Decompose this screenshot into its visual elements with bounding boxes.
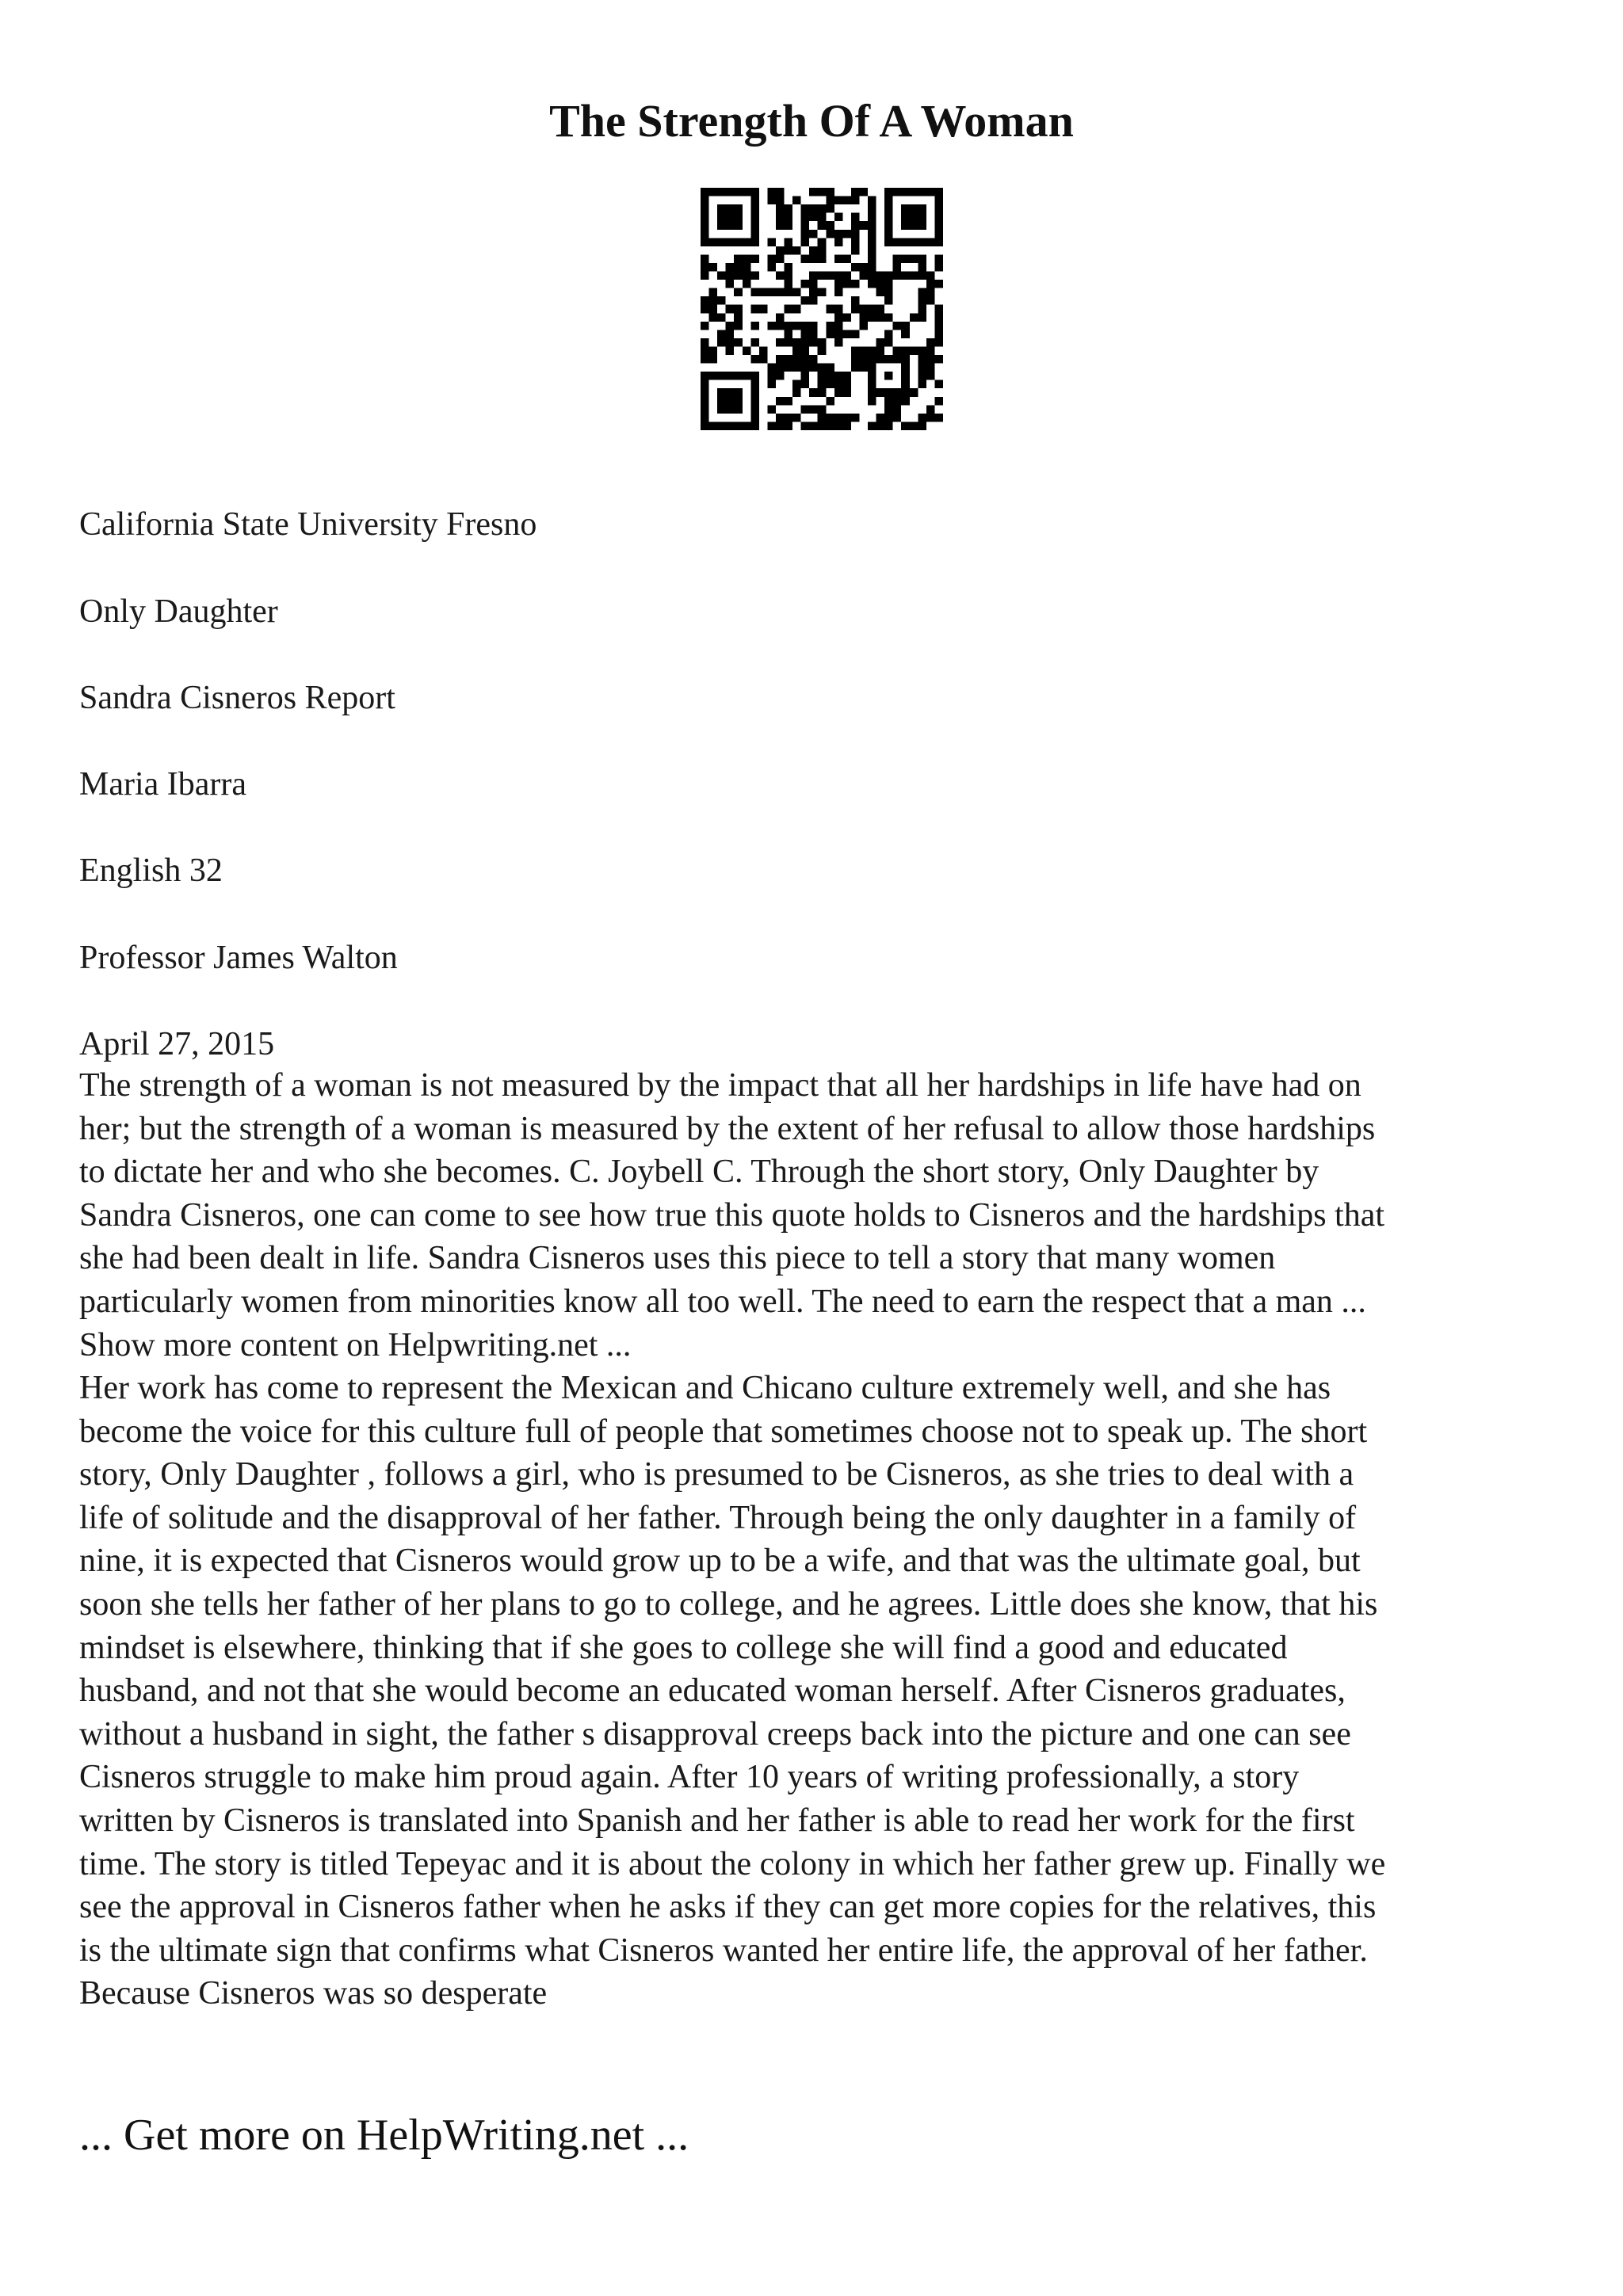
paragraph-line: time. The story is titled Tepeyac and it is about the colony in which her father grew up. Finally we — [79, 1845, 1386, 1882]
paragraph-line: story, Only Daughter , follows a girl, who is presumed to be Cisneros, as she tries to deal with a — [79, 1456, 1354, 1493]
paragraph-2 — [79, 1367, 1569, 2016]
paragraph-line: her; but the strength of a woman is measured by the extent of her refusal to allow those hardships — [79, 1110, 1376, 1147]
header-line-author: Maria Ibarra — [79, 766, 247, 803]
header-line-report: Sandra Cisneros Report — [79, 680, 395, 716]
paragraph-line: become the voice for this culture full of people that sometimes choose not to speak up. The short — [79, 1413, 1368, 1450]
paragraph-line: The strength of a woman is not measured by the impact that all her hardships in life have had on — [79, 1067, 1361, 1104]
paragraph-line: particularly women from minorities know all too well. The need to earn the respect that a man ... — [79, 1283, 1366, 1320]
document-title: The Strength Of A Woman — [549, 95, 1074, 147]
paragraph-line: husband, and not that she would become an educated woman herself. After Cisneros graduates, — [79, 1672, 1346, 1710]
paragraph-line: see the approval in Cisneros father when he asks if they can get more copies for the relatives, this — [79, 1889, 1377, 1926]
paragraph-line: Her work has come to represent the Mexican and Chicano culture extremely well, and she has — [79, 1370, 1331, 1406]
paragraph-line: Because Cisneros was so desperate — [79, 1975, 548, 2012]
header-line-university: California State University Fresno — [79, 506, 537, 543]
header-line-professor: Professor James Walton — [79, 940, 398, 976]
paragraph-line: she had been dealt in life. Sandra Cisneros uses this piece to tell a story that many women — [79, 1240, 1276, 1277]
paragraph-line: life of solitude and the disapproval of her father. Through being the only daughter in a family of — [79, 1499, 1357, 1536]
paragraph-line: nine, it is expected that Cisneros would grow up to be a wife, and that was the ultimate goal, but — [79, 1543, 1361, 1580]
paragraph-1 — [79, 1064, 1569, 1367]
qr-code-icon — [701, 188, 943, 430]
paragraph-line: Cisneros struggle to make him proud again. After 10 years of writing professionally, a story — [79, 1759, 1300, 1796]
paragraph-line: to dictate her and who she becomes. C. Joybell C. Through the short story, Only Daughter by — [79, 1154, 1319, 1191]
paragraph-line: mindset is elsewhere, thinking that if she goes to college she will find a good and educated — [79, 1629, 1288, 1666]
paragraph-line: without a husband in sight, the father s disapproval creeps back into the picture and one can see — [79, 1715, 1351, 1753]
paragraph-line: written by Cisneros is translated into Spanish and her father is able to read her work for the first — [79, 1802, 1355, 1839]
get-more-link[interactable]: ... Get more on HelpWriting.net ... — [79, 2111, 689, 2160]
header-line-course: English 32 — [79, 852, 223, 889]
show-more-link[interactable]: Show more content on Helpwriting.net ... — [79, 1326, 632, 1363]
paragraph-line: soon she tells her father of her plans to go to college, and he agrees. Little does she know, that his — [79, 1585, 1378, 1623]
header-line-essay-title: Only Daughter — [79, 593, 278, 630]
header-line-date: April 27, 2015 — [79, 1026, 275, 1062]
paragraph-line: is the ultimate sign that confirms what Cisneros wanted her entire life, the approval of her father. — [79, 1932, 1368, 1969]
paragraph-line: Sandra Cisneros, one can come to see how true this quote holds to Cisneros and the hardships that — [79, 1196, 1385, 1234]
